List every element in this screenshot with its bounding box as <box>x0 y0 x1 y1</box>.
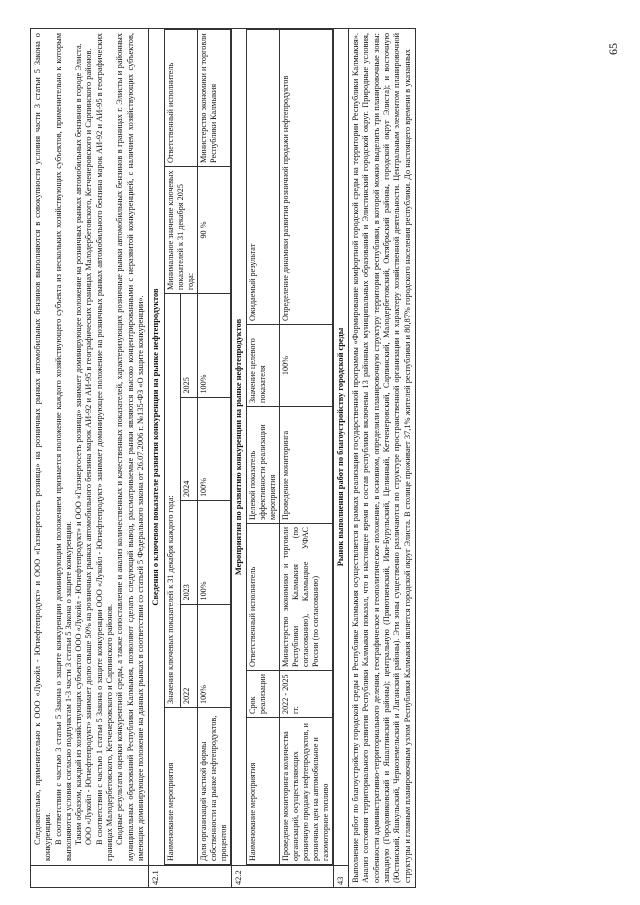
value-cell: 100% <box>197 501 230 604</box>
section-42-2 <box>232 28 334 888</box>
table-cell: Министерство экономики и торговли Республики Калмыкия <box>197 30 230 167</box>
section-text: Выполнение работ по благоустройству городской среды в Республике Калмыкия осуществляется в рамках реализации государственной программы «Формирование комфортной городской среды на территории Республики Калмыкия». Анализ состояния территориального развития Республики Калмыкия показал, что в настоящее время в состав республики включены 13 районных муниципальных образований и Элистинский городской округ. Природные условия, особенности административно-территориального деления, географическое и геополитическое положение, в основном, определили планировочную структуру территории республики, в которой можно выделить три планировочные зоны: западную (Городовиковский и Яшалтинский районы); центральную (Приютненский, Ики-Бурульский, Целинный, Кетченеровский, Сарпинский, Малодербетовский, Октябрьский районы, городской округ Элиста); и восточную (Юстинский, Яшкульский, Черноземельский и Лаганский районы). Эти зоны существенно различаются по структуре пространственной организации и характеру хозяйственной деятельности. Центральным элементом планировочной структуры и главным планировочным узлом Республики Калмыкия является городской округ Элиста. В столице проживает 37,1% жителей республики и 80,87% городского населения республики. До настоящего времени в указанных <box>351 33 412 883</box>
key-indicator-table <box>164 29 231 865</box>
header-cell: Ожидаемый результат <box>246 30 279 325</box>
measures-table <box>246 29 333 865</box>
table-cell: Проведение мониторинга <box>279 407 332 524</box>
section-number: 43 <box>334 865 348 887</box>
table-cell: Определение динамики развития розничной продажи нефтепродуктов <box>279 30 332 325</box>
row-number-empty <box>31 865 148 887</box>
intro-row <box>30 28 149 888</box>
intro-paragraph: Следовательно, применительно к ООО «Лукойл - Югнефтепродукт» и ООО «Газэнергосеть розница» на розничных рынках автомобильных бензинов выполняются в совокупности условия части 3 статьи 5 Закона о конкуренции. <box>33 33 53 861</box>
header-cell: Целевой показатель эффективности реализации мероприятия <box>246 407 279 524</box>
table-cell: Министерство экономики и торговли Республики Калмыкия (по согласованию), Калмыцкое УФАС России (по согласованию) <box>279 524 332 671</box>
intro-paragraph: ООО «Лукойл - Югнефтепродукт» занимает долю свыше 50% на розничных рынках автомобильного бензина марок АИ-92 и АИ-95 в географических границах Малодербетовского, Кетченеровского и Сарпинского районов. <box>84 48 94 845</box>
year-cell: 2023 <box>181 501 198 604</box>
value-cell: 100% <box>197 294 230 398</box>
header-cell: Минимальное значение ключевых показателей к 31 декабря 2025 года: <box>164 167 197 294</box>
table-cell: 2022 - 2025 гг. <box>279 671 332 718</box>
table-cell: 90 % <box>197 167 230 294</box>
value-cell: 100% <box>197 604 230 707</box>
header-cell: Значения ключевых показателей к 31 декабря каждого года: <box>164 294 181 708</box>
section-43 <box>334 28 349 888</box>
intro-paragraph: Сводные результаты оценки конкурентной среды, а также сопоставление и анализ количественных и качественных показателей, характеризующих розничные рынки автомобильных бензинов в границах г. Элисты и районных муниципальных образований Республики Калмыкия, позволяют сделать следующий вывод, рассматриваемые рынки являются высоко концентрированными с неразвитой конкуренцией, с наличием хозяйствующих субъектов, имеющих доминирующее положение на данных рынках в соответствии со статьей 5 Федерального закона от 26.07.2006 г. №135-ФЗ «О защите конкуренции». <box>115 33 145 861</box>
section-42-1 <box>149 28 231 888</box>
section-number: 42.2 <box>232 865 333 887</box>
header-cell: Наименование мероприятия <box>246 718 279 865</box>
intro-paragraph: В соответствии с частью 1 статьи 5 Закона о защите конкуренции ООО «Лукойл - Югнефтепродукт» занимает доминирующее положение на розничных рынках автомобильного бензина марок АИ-92 и АИ-95 в географических границах Малодербетовского, Кетченеровского и Сарпинского районов. <box>94 33 115 861</box>
rotated-content <box>30 28 610 888</box>
page-number: 65 <box>606 43 620 55</box>
intro-paragraph: Таким образом, каждый из хозяйствующих субъектов ООО «Лукойл - Югнефтепродукт» и ООО «Газэнергосеть розница» занимает доминирующее положение на розничных рынках автомобильных бензинов в городе Элиста. <box>74 43 84 845</box>
section-43-text-row <box>349 28 416 888</box>
table-cell: 100% <box>279 325 332 407</box>
section-title: Рынок выполнения работ по благоустройству городской среды <box>335 327 345 567</box>
year-cell: 2024 <box>181 397 198 500</box>
intro-paragraph: В соответствии с частью 3 статьи 5 Закона о защите конкуренции доминирующим положением признается положение каждого хозяйствующего субъекта из нескольких хозяйствующих субъектов, применительно к которым выполняются условия согласно подпунктам 1-3 части 3 статьи 5 Закона о защите конкуренции. <box>53 33 73 861</box>
year-cell: 2025 <box>181 294 198 398</box>
table-cell: Доля организаций частной формы собственности на рынке нефтепродуктов, процентов <box>197 708 230 865</box>
section-title: Сведения о ключевом показателе развития конкуренции на рынке нефтепродуктов <box>151 288 161 606</box>
header-cell: Значение целевого показателя <box>246 325 279 407</box>
header-cell: Срок реализации <box>246 671 279 718</box>
header-cell: Наименование мероприятия <box>164 708 197 865</box>
header-cell: Ответственный исполнитель <box>164 30 197 167</box>
value-cell: 100% <box>197 397 230 500</box>
year-cell: 2022 <box>181 604 198 707</box>
table-cell: Проведение мониторинга количества организаций, осуществляющих розничную продажу нефтепродуктов, и розничных цен на автомобильное и газомоторное топливо <box>279 718 332 865</box>
section-title: Мероприятия по развитию конкуренции на рынке нефтепродуктов <box>233 318 243 576</box>
section-number: 42.1 <box>149 865 230 887</box>
intro-text <box>31 29 148 865</box>
header-cell: Ответственный исполнитель <box>246 524 279 671</box>
